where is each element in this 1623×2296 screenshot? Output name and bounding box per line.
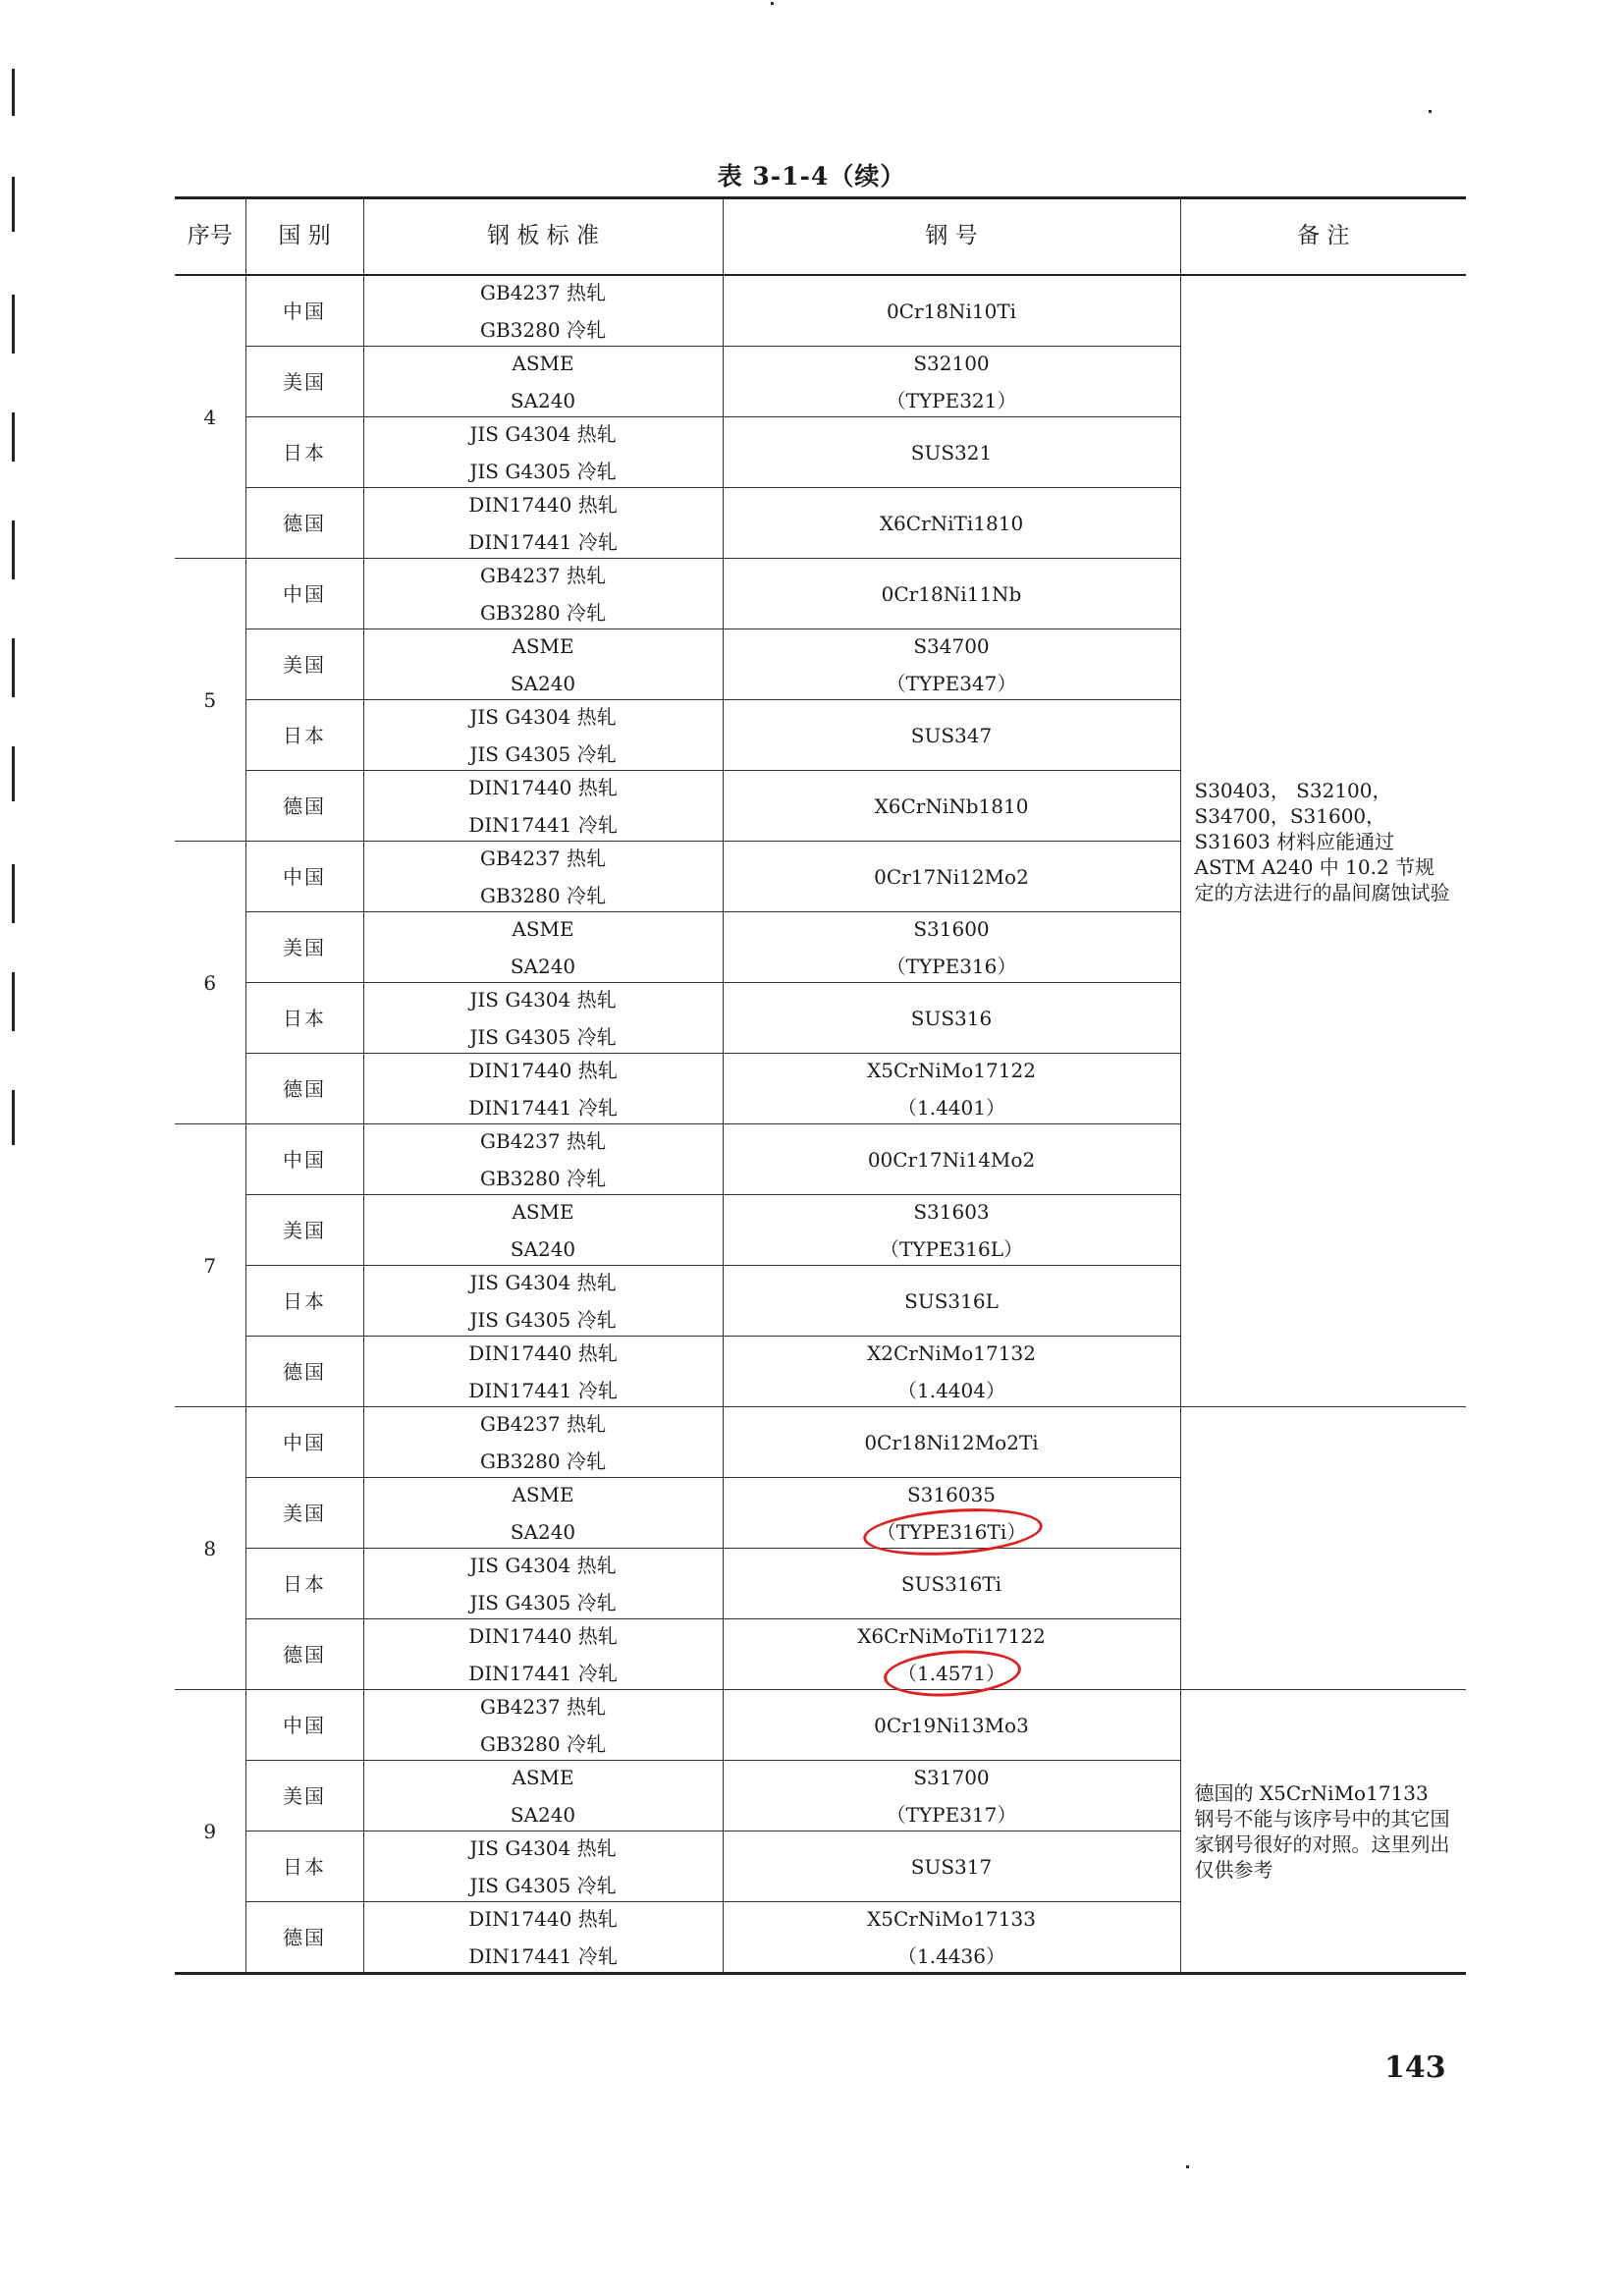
grade-line-wrap [724, 511, 1180, 536]
standard-line: JIS G4305 冷轧 [469, 459, 617, 483]
grade-cell [723, 1619, 1180, 1690]
standard-cell [363, 1831, 723, 1902]
scan-edge-mark [12, 972, 15, 1031]
grade-cell [723, 1690, 1180, 1761]
scan-edge-mark [12, 746, 15, 801]
grade-line: S31600 [913, 916, 990, 941]
country-cell: 日本 [245, 417, 363, 488]
grade-line: （TYPE317） [886, 1802, 1017, 1827]
remark-cell-empty [1180, 1407, 1466, 1690]
standard-line: GB4237 热轧 [480, 1128, 606, 1153]
standard-line: JIS G4304 热轧 [469, 421, 617, 446]
standard-line: DIN17441 冷轧 [468, 1943, 618, 1968]
standard-cell [363, 912, 723, 983]
grade-line: （TYPE316L） [879, 1236, 1024, 1261]
grade-line-wrap [724, 633, 1180, 659]
grade-line-wrap [724, 1147, 1180, 1173]
grade-cell [723, 488, 1180, 559]
grade-cell [723, 1266, 1180, 1337]
grade-cell [723, 700, 1180, 771]
standard-line: DIN17440 热轧 [468, 775, 618, 799]
standard-line: GB4237 热轧 [480, 1694, 606, 1719]
grade-line: 0Cr18Ni10Ti [886, 299, 1017, 323]
country-cell: 中国 [245, 842, 363, 912]
grade-line-wrap [724, 1802, 1180, 1828]
standard-line: JIS G4305 冷轧 [469, 1873, 617, 1897]
standard-cell [363, 275, 723, 347]
standard-line: DIN17441 冷轧 [468, 812, 618, 837]
grade-line-wrap [724, 440, 1180, 465]
country-cell: 日本 [245, 1831, 363, 1902]
standard-line: JIS G4304 热轧 [469, 987, 617, 1011]
grade-cell [723, 1195, 1180, 1266]
country-cell: 中国 [245, 1124, 363, 1195]
standard-line: GB3280 冷轧 [480, 883, 606, 907]
grade-cell [723, 912, 1180, 983]
grade-cell [723, 1124, 1180, 1195]
country-cell: 中国 [245, 1690, 363, 1761]
standard-line: GB3280 冷轧 [480, 1449, 606, 1473]
grade-line: （TYPE321） [886, 388, 1017, 412]
header-seq: 序号 [175, 198, 245, 276]
grade-line: （1.4436） [897, 1943, 1005, 1968]
standard-cell [363, 1195, 723, 1266]
grade-line-wrap [724, 954, 1180, 979]
grade-line-wrap [724, 1943, 1180, 1969]
scan-edge-mark [12, 69, 15, 116]
grade-line: S31700 [913, 1765, 990, 1789]
grade-line: X6CrNiMoTi17122 [857, 1623, 1046, 1648]
standard-line: JIS G4305 冷轧 [469, 741, 617, 766]
standard-line: GB3280 冷轧 [480, 317, 606, 342]
standard-cell [363, 1266, 723, 1337]
standard-line: ASME [512, 916, 574, 941]
grade-line-wrap [724, 1058, 1180, 1083]
grade-line: （TYPE316） [886, 954, 1017, 978]
standard-line: ASME [512, 1482, 574, 1506]
scan-edge-mark [12, 295, 15, 354]
standard-cell [363, 1902, 723, 1974]
standard-line: DIN17440 热轧 [468, 492, 618, 517]
header-row [175, 198, 1466, 276]
standard-cell [363, 1690, 723, 1761]
grade-line: S31603 [913, 1199, 990, 1224]
standard-line: JIS G4305 冷轧 [469, 1307, 617, 1332]
grade-cell [723, 1831, 1180, 1902]
table-body [175, 275, 1466, 1974]
seq-cell: 5 [175, 559, 245, 842]
standard-line: DIN17440 热轧 [468, 1340, 618, 1365]
standard-line: JIS G4304 热轧 [469, 704, 617, 729]
grade-cell [723, 1761, 1180, 1831]
grade-line-wrap [724, 723, 1180, 748]
country-cell: 德国 [245, 1619, 363, 1690]
grade-cell [723, 1054, 1180, 1124]
scan-dot [1429, 110, 1432, 113]
grade-cell [723, 983, 1180, 1054]
standard-cell [363, 629, 723, 700]
standard-line: GB3280 冷轧 [480, 1731, 606, 1756]
grade-line-wrap [724, 1482, 1180, 1507]
standard-line: SA240 [510, 1519, 576, 1544]
standard-line: DIN17440 热轧 [468, 1906, 618, 1931]
grade-line-wrap [724, 1006, 1180, 1031]
grade-line-wrap [724, 1236, 1180, 1262]
grade-line: 0Cr18Ni11Nb [881, 581, 1022, 606]
grade-cell [723, 1549, 1180, 1619]
grade-line: X2CrNiMo17132 [867, 1340, 1036, 1365]
grade-line-wrap [724, 1288, 1180, 1314]
standard-line: DIN17441 冷轧 [468, 1661, 618, 1685]
grade-line: X6CrNiNb1810 [874, 793, 1029, 818]
scan-edge-mark [12, 412, 15, 462]
grade-line: （TYPE347） [886, 671, 1017, 695]
seq-cell: 9 [175, 1690, 245, 1974]
standard-line: GB4237 热轧 [480, 1411, 606, 1436]
grade-cell [723, 1337, 1180, 1407]
grade-line: SUS316 [910, 1006, 993, 1030]
grade-line-wrap [724, 1623, 1180, 1649]
grade-line-wrap [724, 793, 1180, 819]
circled-grade-line: （1.4571） [897, 1661, 1005, 1685]
country-cell: 德国 [245, 1902, 363, 1974]
grade-cell [723, 1902, 1180, 1974]
standard-line: GB4237 热轧 [480, 563, 606, 587]
standard-line: GB4237 热轧 [480, 280, 606, 304]
standard-line: DIN17441 冷轧 [468, 1095, 618, 1120]
table-row [175, 1690, 1466, 1761]
grade-line: （1.4404） [897, 1378, 1005, 1402]
country-cell: 美国 [245, 1478, 363, 1549]
country-cell: 德国 [245, 488, 363, 559]
steel-plate-table [175, 196, 1466, 1975]
standard-cell [363, 1549, 723, 1619]
grade-line-wrap [724, 1713, 1180, 1738]
standard-line: JIS G4304 热轧 [469, 1270, 617, 1294]
grade-line: S316035 [906, 1482, 997, 1506]
grade-line: 0Cr17Ni12Mo2 [874, 864, 1029, 889]
grade-line-wrap [724, 1765, 1180, 1790]
grade-line: （1.4401） [897, 1095, 1005, 1120]
grade-cell [723, 275, 1180, 347]
scan-edge-mark [12, 520, 15, 579]
standard-cell [363, 417, 723, 488]
scan-edge-mark [12, 638, 15, 697]
seq-cell: 6 [175, 842, 245, 1124]
grade-line-wrap [724, 581, 1180, 607]
grade-line-wrap [724, 864, 1180, 890]
grade-line: X5CrNiMo17133 [867, 1906, 1036, 1931]
grade-line-wrap [724, 299, 1180, 324]
standard-cell [363, 559, 723, 629]
grade-line: 00Cr17Ni14Mo2 [867, 1147, 1036, 1172]
country-cell: 美国 [245, 1195, 363, 1266]
standard-line: SA240 [510, 1802, 576, 1827]
country-cell: 日本 [245, 700, 363, 771]
country-cell: 德国 [245, 1337, 363, 1407]
country-cell: 中国 [245, 275, 363, 347]
standard-line: JIS G4305 冷轧 [469, 1590, 617, 1614]
seq-cell: 4 [175, 275, 245, 559]
country-cell: 美国 [245, 629, 363, 700]
standard-line: SA240 [510, 388, 576, 412]
standard-line: JIS G4305 冷轧 [469, 1024, 617, 1049]
grade-cell [723, 771, 1180, 842]
header-standard: 钢 板 标 准 [363, 198, 723, 276]
standard-line: DIN17440 热轧 [468, 1058, 618, 1082]
standard-cell [363, 347, 723, 417]
grade-cell [723, 417, 1180, 488]
seq-cell: 7 [175, 1124, 245, 1407]
scan-edge-mark [12, 1090, 15, 1145]
grade-line-wrap [724, 1095, 1180, 1121]
grade-cell [723, 842, 1180, 912]
grade-line: S34700 [913, 633, 990, 658]
standard-cell [363, 1407, 723, 1478]
country-cell: 美国 [245, 912, 363, 983]
grade-cell [723, 1478, 1180, 1549]
country-cell: 日本 [245, 1266, 363, 1337]
grade-line: 0Cr18Ni12Mo2Ti [864, 1430, 1039, 1454]
country-cell: 中国 [245, 559, 363, 629]
grade-line-wrap [724, 1199, 1180, 1225]
standard-cell [363, 1761, 723, 1831]
standard-line: GB3280 冷轧 [480, 600, 606, 625]
standard-cell [363, 1337, 723, 1407]
grade-line-wrap [724, 388, 1180, 413]
standard-line: ASME [512, 1765, 574, 1789]
grade-line-wrap [724, 1571, 1180, 1597]
grade-line: SUS347 [910, 723, 993, 747]
grade-line: SUS316Ti [900, 1571, 1002, 1596]
grade-line: 0Cr19Ni13Mo3 [874, 1713, 1029, 1737]
table-caption: 表 3-1-4（续） [717, 162, 906, 191]
grade-line: X5CrNiMo17122 [867, 1058, 1036, 1082]
standard-line: JIS G4304 热轧 [469, 1835, 617, 1860]
grade-line-wrap [724, 351, 1180, 376]
scan-dot [1186, 2165, 1189, 2168]
grade-line-wrap [724, 1854, 1180, 1880]
standard-cell [363, 1124, 723, 1195]
country-cell: 中国 [245, 1407, 363, 1478]
grade-line-wrap [724, 1340, 1180, 1366]
table-row [175, 275, 1466, 347]
country-cell: 德国 [245, 771, 363, 842]
standard-line: JIS G4304 热轧 [469, 1553, 617, 1577]
grade-cell [723, 629, 1180, 700]
remark-cell: S30403， S32100，S34700，S31600，S31603 材料应能通过 ASTM A240 中 10.2 节规定的方法进行的晶间腐蚀试验 [1180, 275, 1466, 1407]
scan-edge-mark [12, 864, 15, 923]
standard-line: ASME [512, 633, 574, 658]
grade-line-wrap [724, 916, 1180, 942]
standard-line: ASME [512, 351, 574, 375]
standard-line: GB4237 热轧 [480, 846, 606, 870]
standard-line: SA240 [510, 954, 576, 978]
circled-grade-line: （TYPE316Ti） [876, 1519, 1027, 1544]
grade-line-wrap [724, 1378, 1180, 1403]
standard-cell [363, 700, 723, 771]
grade-cell [723, 347, 1180, 417]
standard-line: GB3280 冷轧 [480, 1166, 606, 1190]
standard-line: DIN17441 冷轧 [468, 529, 618, 554]
header-grade: 钢 号 [723, 198, 1180, 276]
standard-cell [363, 1478, 723, 1549]
grade-line-wrap [724, 1519, 1180, 1545]
standard-cell [363, 842, 723, 912]
grade-line: S32100 [913, 351, 990, 375]
seq-cell: 8 [175, 1407, 245, 1690]
grade-line-wrap [724, 671, 1180, 696]
grade-line: X6CrNiTi1810 [879, 511, 1024, 535]
grade-cell [723, 559, 1180, 629]
country-cell: 美国 [245, 347, 363, 417]
standard-line: DIN17441 冷轧 [468, 1378, 618, 1402]
standard-cell [363, 1054, 723, 1124]
standard-line: ASME [512, 1199, 574, 1224]
page-number: 143 [1384, 2050, 1446, 2085]
grade-line-wrap [724, 1661, 1180, 1686]
country-cell: 日本 [245, 1549, 363, 1619]
scan-dot [771, 2, 774, 5]
standard-cell [363, 1619, 723, 1690]
grade-line: SUS317 [910, 1854, 993, 1879]
standard-line: SA240 [510, 1236, 576, 1261]
standard-line: DIN17440 热轧 [468, 1623, 618, 1648]
grade-line-wrap [724, 1906, 1180, 1932]
standard-cell [363, 983, 723, 1054]
grade-cell [723, 1407, 1180, 1478]
table-row [175, 1407, 1466, 1478]
remark-cell: 德国的 X5CrNiMo17133 钢号不能与该序号中的其它国家钢号很好的对照。这里列出仅供参考 [1180, 1690, 1466, 1974]
country-cell: 日本 [245, 983, 363, 1054]
header-country: 国 别 [245, 198, 363, 276]
country-cell: 美国 [245, 1761, 363, 1831]
grade-line-wrap [724, 1430, 1180, 1455]
grade-line: SUS316L [904, 1288, 999, 1313]
grade-line: SUS321 [910, 440, 993, 465]
standard-line: SA240 [510, 671, 576, 695]
standard-cell [363, 488, 723, 559]
header-remark: 备 注 [1180, 198, 1466, 276]
country-cell: 德国 [245, 1054, 363, 1124]
standard-cell [363, 771, 723, 842]
